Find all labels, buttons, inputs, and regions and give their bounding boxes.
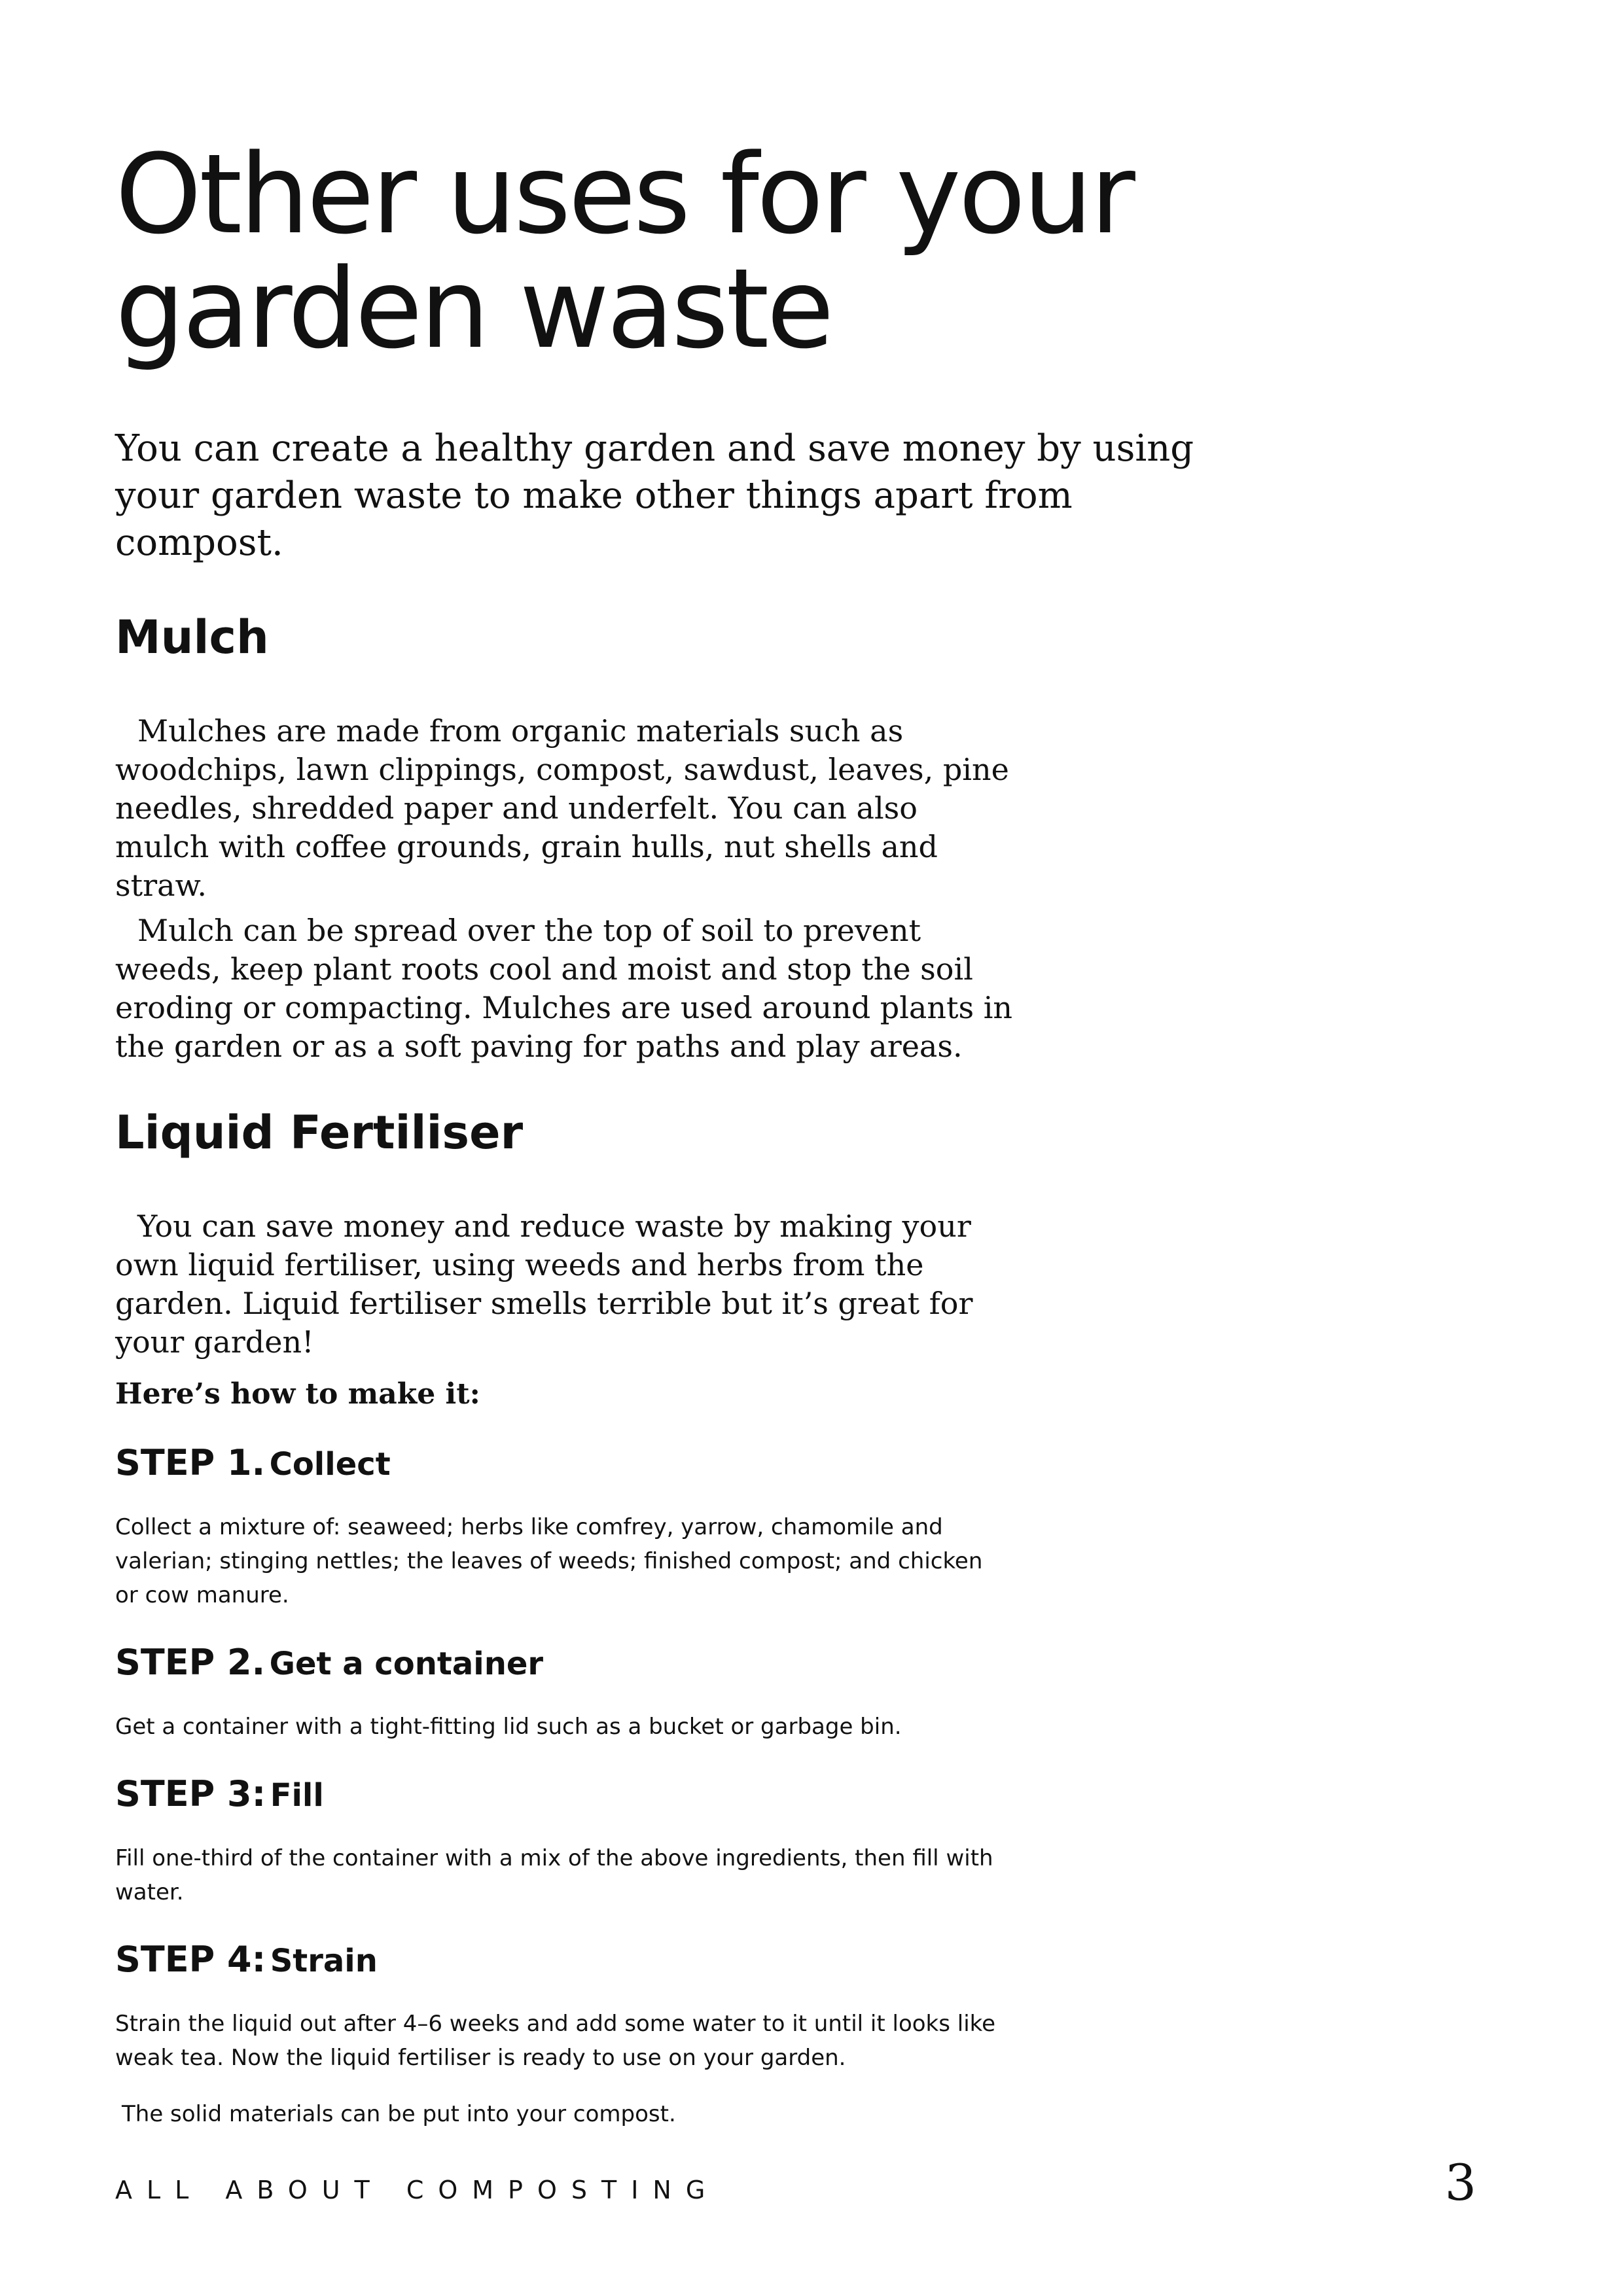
step-4-number: STEP 4: [115, 1939, 266, 1980]
step-4-name: Strain [270, 1943, 378, 1979]
page-title: Other uses for your garden waste [115, 130, 1133, 373]
step-2-number: STEP 2. [115, 1642, 266, 1683]
howto-label: Here’s how to make it: [115, 1377, 480, 1411]
step-2-name: Get a container [269, 1646, 544, 1682]
step-3-name: Fill [270, 1777, 324, 1814]
step-3-number: STEP 3: [115, 1773, 266, 1814]
step-3-heading [115, 1770, 1228, 1827]
mulch-section [115, 610, 1228, 1066]
closing-note: The solid materials can be put into your compost. [122, 2101, 676, 2127]
liquid-fertiliser-section [115, 1105, 1228, 2131]
step-1-text: Collect a mixture of: seaweed; herbs like comfrey, yarrow, chamomile and valerian; stinging nettles; the leaves of weeds; finished compost; and chicken or cow manure. [115, 1514, 983, 1608]
step-1-name: Collect [269, 1446, 391, 1483]
page-number: 3 [1444, 2153, 1476, 2212]
liquid-fertiliser-paragraph: You can save money and reduce waste by making your own liquid fertiliser, using weeds and herbs from the garden. Liquid fertiliser smells terrible but it’s great for your garden! [115, 1209, 973, 1360]
step-1-heading [115, 1439, 1228, 1496]
step-2 [115, 1638, 1228, 1744]
footer-label: ALL ABOUT COMPOSTING [115, 2176, 720, 2204]
step-1-number: STEP 1. [115, 1442, 266, 1483]
step-3-text: Fill one-third of the container with a mix of the above ingredients, then fill with water. [115, 1845, 993, 1905]
step-2-text: Get a container with a tight-fitting lid such as a bucket or garbage bin. [115, 1714, 902, 1740]
step-4-text: Strain the liquid out after 4–6 weeks and add some water to it until it looks like weak tea. Now the liquid fertiliser is ready to use on your garden. [115, 2011, 996, 2071]
step-2-heading [115, 1638, 1228, 1695]
intro-paragraph: You can create a healthy garden and save money by using your garden waste to make other things apart from compost. [115, 427, 1194, 564]
step-4-heading [115, 1935, 1228, 1992]
mulch-paragraph-2: Mulch can be spread over the top of soil to prevent weeds, keep plant roots cool and moist and stop the soil eroding or compacting. Mulches are used around plants in the garden or as a soft paving for paths and play areas. [115, 913, 1013, 1064]
mulch-heading: Mulch [115, 610, 269, 664]
step-4 [115, 1935, 1228, 2075]
liquid-fertiliser-heading: Liquid Fertiliser [115, 1106, 524, 1159]
step-3 [115, 1770, 1228, 1909]
mulch-paragraph-1: Mulches are made from organic materials such as woodchips, lawn clippings, compost, sawdust, leaves, pine needles, shredded paper and underfelt. You can also mulch with coffee grounds, grain hulls, nut shells and straw. [115, 713, 1009, 903]
page-content [115, 130, 1228, 2131]
step-1 [115, 1439, 1228, 1612]
